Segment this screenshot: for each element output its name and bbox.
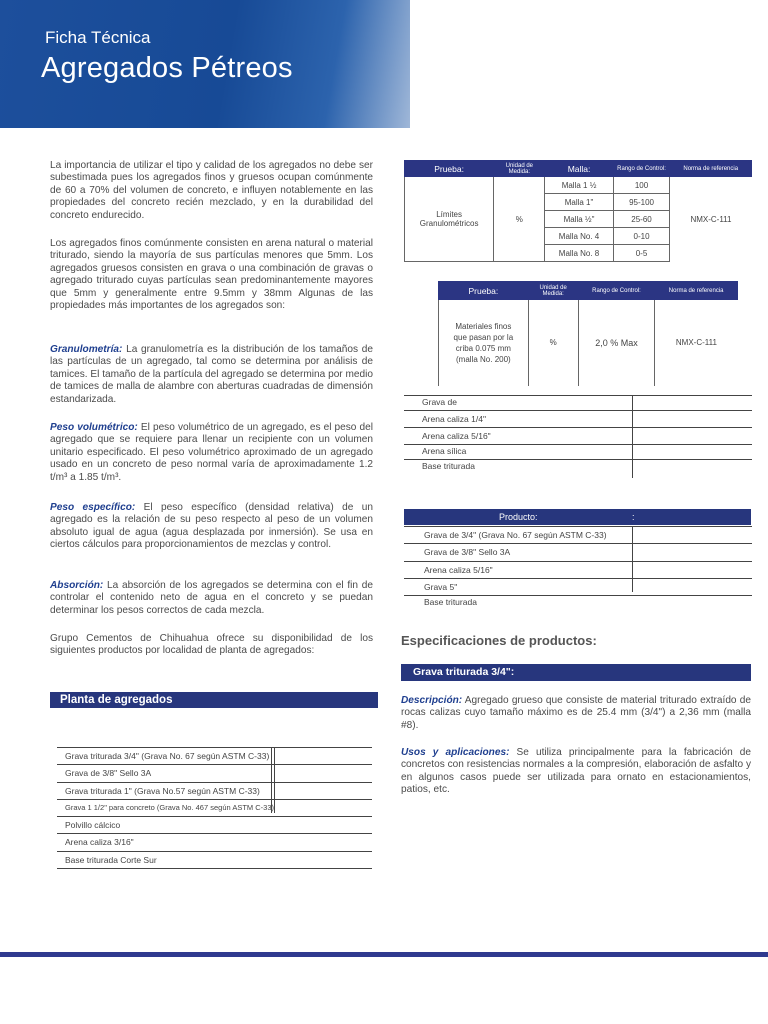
table-cell: Malla 1 ½ [545, 177, 613, 194]
list-item: Base triturada Corte Sur [57, 851, 372, 869]
table-cell: 0-5 [613, 245, 670, 262]
table-cell-norma: NMX-C-111 [690, 214, 732, 224]
intro-paragraph-1: La importancia de utilizar el tipo y calidad de los agregados no debe ser subestimada pues los agregados finos y gruesos ocupan comúnmente de 60 a 70% del volumen de concreto, e influyen notablemente en las propiedades del concreto recién mezclado, y en la durabilidad del concreto endurecido. [50, 160, 373, 221]
footer-rule [0, 952, 768, 957]
list-item: Arena caliza 1/4" [404, 410, 752, 427]
list-item: Grava de 3/8" Sello 3A [57, 764, 372, 781]
producto-header-bar [404, 509, 751, 525]
list-item: Grava de [404, 395, 752, 410]
list-item: Grava de 3/8" Sello 3A [404, 543, 752, 560]
table-cell: 25-60 [613, 211, 670, 228]
table-cell-unidad: % [494, 177, 545, 262]
table-header: Prueba: [439, 282, 529, 300]
planta-list [57, 747, 372, 869]
table-cell-norma: NMX-C-111 [675, 338, 717, 348]
property-absorcion [50, 580, 373, 617]
property-peso-especifico [50, 502, 373, 552]
property-peso-volumetrico [50, 422, 373, 484]
property-term: Granulometría: [50, 344, 123, 355]
table-cell: Malla 1" [545, 194, 613, 211]
table-header: Norma de referencia [670, 161, 752, 177]
table-header: Rango de Control: [613, 161, 670, 177]
grupo-paragraph: Grupo Cementos de Chihuahua ofrece su disponibilidad de los siguientes productos por localidad de planta de agregados: [50, 633, 373, 657]
intro-paragraph-2: Los agregados finos comúnmente consisten en arena natural o material triturado, siendo la mayoría de sus partículas menores que 5mm. Los agregados gruesos consisten en grava o una combinación de gravas o agregado triturado cuyas partículas sean predominantemente mayores que 5mm y generalmente entre 9.5mm y 38mm Algunas de las propiedades más importantes de los agregados son: [50, 238, 373, 312]
producto-list [404, 526, 752, 610]
property-granulometria [50, 344, 373, 406]
usos-text: Se utiliza principalmente para la fabricación de concretos con resistencias normales a la compresión, elaboración de asfalto y en algunos casos puede ser utilizada para ornato en estacionamientos, patios, etc. [401, 747, 752, 796]
table-header: Norma de referencia [655, 282, 738, 300]
table-cell: Malla No. 4 [545, 228, 613, 245]
desc-text: Agregado grueso que consiste de material triturado extraído de rocas calizas cuyo tamaño máximo es de 25.4 mm (3/4") a 2,36 mm (malla #8). [401, 695, 751, 731]
planta-title-bar: Planta de agregados [50, 692, 378, 708]
header-banner [0, 0, 410, 128]
list-item: Arena caliza 5/16" [404, 561, 752, 578]
list-item: Arena sílica [404, 444, 752, 459]
list-item: Grava triturada 3/4" (Grava No. 67 según ASTM C-33) [57, 747, 372, 764]
table-cell: Malla ½" [545, 211, 613, 228]
header-subtitle: Ficha Técnica [45, 28, 151, 47]
table-cell-prueba: Materiales finos que pasan por la criba 0.075 mm (malla No. 200) [439, 300, 529, 386]
property-text: El peso volumétrico de un agregado, es el peso del agregado que se requiere para llenar un recipiente con un volumen unitario especificado. El peso volumétrico aproximado de un agregado usado en un concreto de peso normal varía de aproximadamente 1.2 t/m³ a 1.85 t/m³. [50, 422, 373, 483]
property-term: Absorción: [50, 580, 104, 591]
list-item: Grava 5" [404, 578, 752, 595]
property-term: Peso específico: [50, 502, 136, 513]
table-cell: 100 [613, 177, 670, 194]
list-item: Grava 1 1/2" para concreto (Grava No. 467 según ASTM C-33) [57, 799, 372, 816]
usos-term: Usos y aplicaciones: [401, 747, 510, 758]
list-item: Polvillo cálcico [57, 816, 372, 833]
finos-table [438, 281, 738, 386]
list-item: Grava triturada 1" (Grava No.57 según ASTM C-33) [57, 782, 372, 799]
producto-header: Producto: [499, 512, 538, 522]
header-title: Agregados Pétreos [41, 52, 293, 84]
property-text: La granulometría es la distribución de los tamaños de las partículas de un agregado, tal como se determina por análisis de tamices. El tamaño de la partícula del agregado se determina por medio de tamices de malla de alambre con aberturas cuadradas de dimensión estandarizada. [50, 344, 373, 405]
list-item: Grava de 3/4" (Grava No. 67 según ASTM C-33) [404, 526, 752, 543]
table-cell-prueba: Límites Granulométricos [405, 177, 494, 262]
table-cell: Malla No. 8 [545, 245, 613, 262]
list-item: Arena caliza 3/16" [57, 833, 372, 850]
list-item: Base triturada [404, 459, 752, 474]
product-bar: Grava triturada 3/4": [401, 664, 751, 681]
table-header: Rango de Control: [578, 282, 655, 300]
usos-paragraph [401, 747, 751, 797]
descripcion-paragraph [401, 695, 751, 732]
table-cell-unidad: % [528, 300, 578, 386]
property-term: Peso volumétrico: [50, 422, 138, 433]
specs-title: Especificaciones de productos: [401, 633, 597, 648]
producto-header-2: : [632, 512, 635, 522]
property-text: La absorción de los agregados se determina con el fin de controlar el contenido neto de agua en el concreto y se puedan determinar los pesos correctos de cada mezcla. [50, 580, 373, 616]
desc-term: Descripción: [401, 695, 463, 706]
list-item: Base triturada [404, 595, 752, 610]
table-header: Malla: [545, 161, 613, 177]
table-header: Unidad de Medida: [528, 282, 578, 300]
list-item: Arena caliza 5/16" [404, 427, 752, 444]
granulometria-table [404, 160, 752, 262]
table-cell-rango: 2,0 % Max [578, 300, 655, 386]
property-text: El peso específico (densidad relativa) de un agregado es la relación de su peso respecto al peso de un volumen absoluto igual de agua (agua desplazada por inmersión). Se usa en ciertos cálculos para proporcionamientos de mezclas y control. [50, 502, 373, 551]
table-cell: 95-100 [613, 194, 670, 211]
table-header: Unidad de Medida: [494, 161, 545, 177]
table-cell: 0-10 [613, 228, 670, 245]
agregados-list [404, 395, 752, 474]
table-header: Prueba: [405, 161, 494, 177]
